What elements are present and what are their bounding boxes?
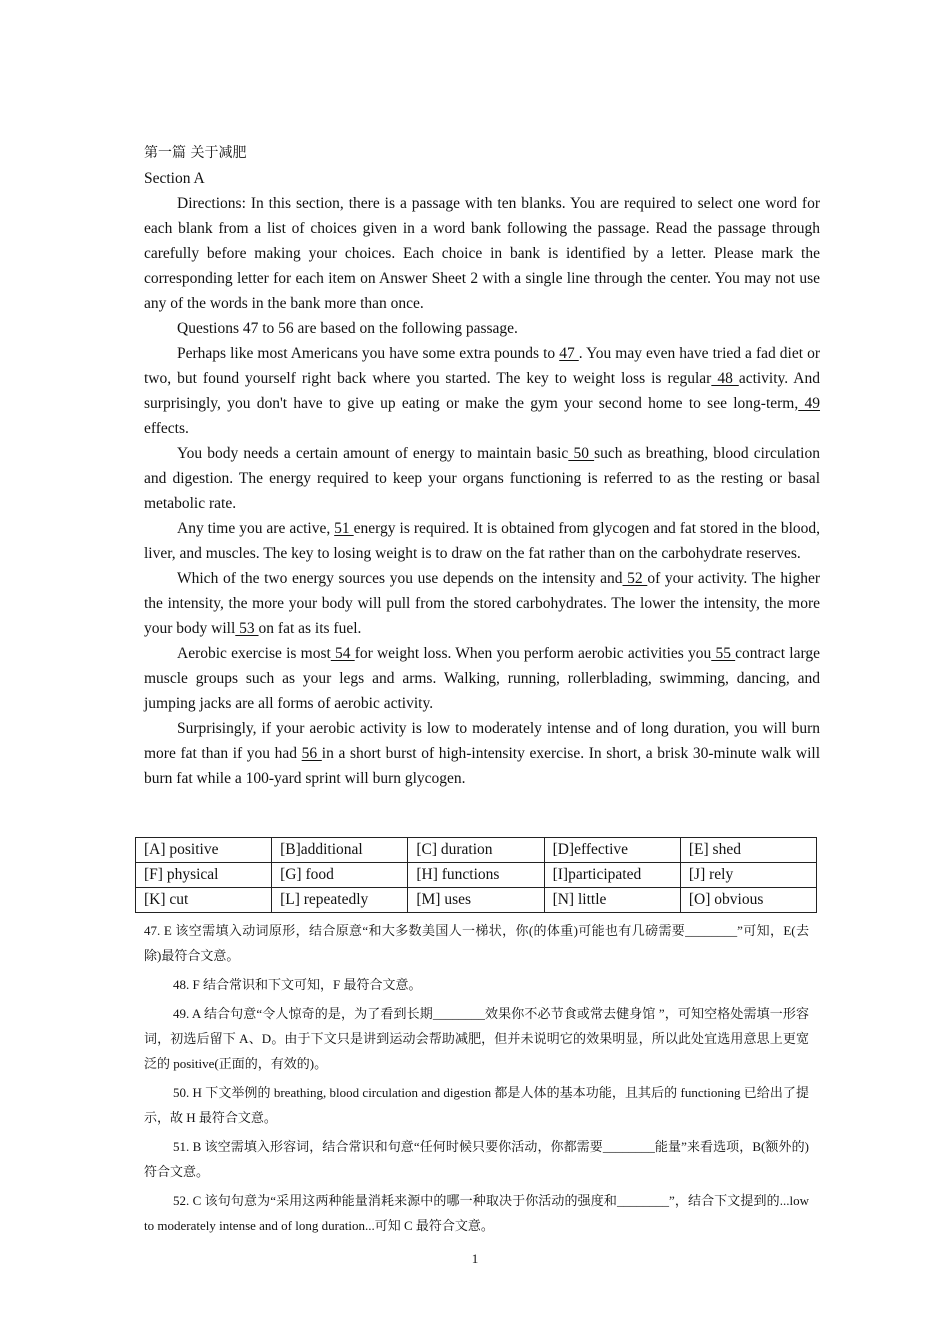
word-option: [C] duration	[408, 838, 544, 863]
word-option: [M] uses	[408, 888, 544, 913]
passage-content	[144, 141, 820, 791]
word-bank-row	[136, 888, 817, 913]
answer-49: 49. A 结合句意“令人惊奇的是，为了看到长期________效果你不必节食或常去健身馆 ”，可知空格处需填一形容词，初选后留下 A、D。由于下文只是讲到运动会帮助减肥，但并未说明它的效果明显，所以此处宜选用意思上更宽泛的 positive(正面的，有效的)。	[144, 1006, 809, 1071]
word-option: [I]participated	[544, 863, 680, 888]
page-title: 第一篇 关于减肥	[144, 145, 247, 161]
text-run: on fat as its fuel.	[258, 620, 362, 637]
blank-56: 56	[301, 745, 322, 762]
section-heading: Section A	[144, 170, 205, 187]
blank-50: 50	[568, 445, 595, 462]
text-run: activity. And surprisingly, you don't have to give up eating or make the gym your second home to see long-term,	[144, 370, 820, 412]
directions-paragraph: Directions: In this section, there is a passage with ten blanks. You are required to select one word for each blank from a list of choices given in a word bank following the passage. Read the passage through carefully before making your choices. Each choice in bank is identified by a letter. Please mark the corresponding letter for each item on Answer Sheet 2 with a single line through the center. You may not use any of the words in the bank more than once.	[144, 195, 820, 312]
word-option: [H] functions	[408, 863, 544, 888]
word-option: [O] obvious	[680, 888, 816, 913]
text-run: Aerobic exercise is most	[177, 645, 331, 662]
text-run: effects.	[144, 420, 189, 437]
text-run: Surprisingly, if your aerobic activity is low to moderately intense and of long duration, you will burn more fat than if you had	[144, 720, 820, 762]
intro-paragraph: Questions 47 to 56 are based on the following passage.	[177, 320, 518, 337]
blank-52: 52	[622, 570, 648, 587]
page-number: 1	[471, 1251, 479, 1266]
text-run: energy is required. It is obtained from glycogen and fat stored in the blood, liver, and muscles. The key to losing weight is to draw on the fat rather than on the carbohydrate reserves.	[144, 520, 820, 562]
text-run: contract large muscle groups such as your legs and arms. Walking, running, rollerblading, swimming, dancing, and jumping jacks are all forms of aerobic activity.	[144, 645, 820, 712]
blank-48: 48	[711, 370, 739, 387]
answer-51: 51. B 该空需填入形容词，结合常识和句意“任何时候只要你活动，你都需要________能量”来看选项，B(额外的)符合文意。	[144, 1139, 809, 1179]
text-run: in a short burst of high-intensity exercise. In short, a brisk 30-minute walk will burn fat while a 100-yard sprint will burn glycogen.	[144, 745, 821, 787]
blank-53: 53	[235, 620, 259, 637]
passage-paragraph-2	[144, 441, 820, 516]
word-bank-row	[136, 863, 817, 888]
answer-47: 47. E 该空需填入动词原形，结合原意“和大多数美国人一梯状，你(的体重)可能也有几磅需要________”可知，E(去除)最符合文意。	[144, 923, 809, 963]
text-run: You body needs a certain amount of energy to maintain basic	[177, 445, 569, 462]
passage-paragraph-6	[144, 716, 820, 791]
word-option: [L] repeatedly	[272, 888, 408, 913]
text-run: of your activity. The higher the intensity, the more your body will pull from the stored carbohydrates. The lower the intensity, the more your body will	[144, 570, 821, 637]
passage-paragraph-4	[144, 566, 820, 641]
word-bank-table	[135, 837, 817, 913]
word-option: [N] little	[544, 888, 680, 913]
text-run: such as breathing, blood circulation and digestion. The energy required to keep your organs functioning is referred to as the resting or basal metabolic rate.	[144, 445, 820, 512]
answer-50: 50. H 下文举例的 breathing, blood circulation and digestion 都是人体的基本功能，且其后的 functioning 已给出了提示，故 H 最符合文意。	[144, 1085, 809, 1125]
text-run: . You may even have tried a fad diet or two, but found yourself right back where you started. The key to weight loss is regular	[144, 345, 820, 387]
answer-48: 48. F 结合常识和下文可知，F 最符合文意。	[173, 977, 422, 992]
word-option: [G] food	[272, 863, 408, 888]
word-option: [F] physical	[136, 863, 272, 888]
blank-51: 51	[334, 520, 354, 537]
text-run: Which of the two energy sources you use depends on the intensity and	[177, 570, 623, 587]
word-option: [B]additional	[272, 838, 408, 863]
blank-55: 55	[711, 645, 736, 662]
answer-explanations	[144, 918, 809, 1242]
text-run: Any time you are active,	[177, 520, 335, 537]
word-bank-row	[136, 838, 817, 863]
passage-paragraph-5	[144, 641, 820, 716]
word-option: [D]effective	[544, 838, 680, 863]
blank-54: 54	[330, 645, 355, 662]
word-option: [E] shed	[680, 838, 816, 863]
blank-49: 49	[798, 395, 821, 412]
text-run: Perhaps like most Americans you have some extra pounds to	[177, 345, 560, 362]
text-run: for weight loss. When you perform aerobic activities you	[354, 645, 712, 662]
word-option: [A] positive	[136, 838, 272, 863]
answer-52: 52. C 该句句意为“采用这两种能量消耗来源中的哪一种取决于你活动的强度和________”，结合下文提到的...low to moderately intense and of long duration...可知 C 最符合文意。	[144, 1193, 809, 1233]
passage-paragraph-1	[144, 341, 820, 441]
word-option: [K] cut	[136, 888, 272, 913]
passage-paragraph-3	[144, 516, 820, 566]
word-option: [J] rely	[680, 863, 816, 888]
blank-47: 47	[559, 345, 579, 362]
